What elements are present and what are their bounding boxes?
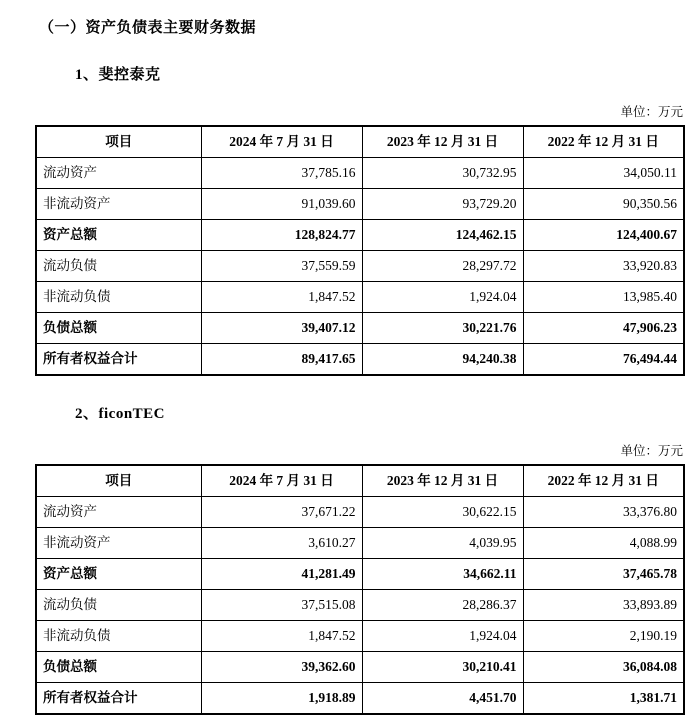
row-label: 资产总额 — [36, 220, 201, 251]
cell-value: 30,732.95 — [362, 158, 523, 189]
cell-value: 33,893.89 — [523, 590, 684, 621]
cell-value: 89,417.65 — [201, 344, 362, 376]
cell-value: 36,084.08 — [523, 652, 684, 683]
cell-value: 39,362.60 — [201, 652, 362, 683]
cell-value: 124,462.15 — [362, 220, 523, 251]
row-label: 流动资产 — [36, 158, 201, 189]
page-title: （一）资产负债表主要财务数据 — [39, 20, 257, 36]
row-label: 所有者权益合计 — [36, 683, 201, 715]
cell-value: 1,924.04 — [362, 621, 523, 652]
cell-value: 37,515.08 — [201, 590, 362, 621]
cell-value: 4,451.70 — [362, 683, 523, 715]
row-label: 所有者权益合计 — [36, 344, 201, 376]
row-label: 流动负债 — [36, 251, 201, 282]
column-header-item: 项目 — [36, 465, 201, 497]
table-row-total-liabilities — [36, 652, 684, 683]
row-label: 流动负债 — [36, 590, 201, 621]
table-row-total-equity — [36, 683, 684, 715]
column-header-2024: 2024 年 7 月 31 日 — [201, 126, 362, 158]
table-row — [36, 621, 684, 652]
unit-label: 单位：万元 — [620, 105, 683, 119]
cell-value: 37,559.59 — [201, 251, 362, 282]
column-header-2024: 2024 年 7 月 31 日 — [201, 465, 362, 497]
cell-value: 1,918.89 — [201, 683, 362, 715]
table-row — [36, 189, 684, 220]
row-label: 非流动负债 — [36, 282, 201, 313]
cell-value: 33,376.80 — [523, 497, 684, 528]
row-label: 非流动资产 — [36, 189, 201, 220]
cell-value: 37,671.22 — [201, 497, 362, 528]
table-row-total-equity — [36, 344, 684, 376]
table-row — [36, 590, 684, 621]
row-label: 负债总额 — [36, 313, 201, 344]
column-header-2023: 2023 年 12 月 31 日 — [362, 126, 523, 158]
cell-value: 13,985.40 — [523, 282, 684, 313]
row-label: 负债总额 — [36, 652, 201, 683]
cell-value: 124,400.67 — [523, 220, 684, 251]
cell-value: 30,622.15 — [362, 497, 523, 528]
cell-value: 37,785.16 — [201, 158, 362, 189]
cell-value: 1,847.52 — [201, 621, 362, 652]
cell-value: 1,381.71 — [523, 683, 684, 715]
row-label: 资产总额 — [36, 559, 201, 590]
table-row-total-assets — [36, 220, 684, 251]
cell-value: 4,088.99 — [523, 528, 684, 559]
cell-value: 94,240.38 — [362, 344, 523, 376]
cell-value: 93,729.20 — [362, 189, 523, 220]
table-row — [36, 251, 684, 282]
cell-value: 3,610.27 — [201, 528, 362, 559]
table-header-row — [36, 126, 684, 158]
section-heading-feikongtaike: 1、斐控泰克 — [75, 67, 161, 83]
cell-value: 41,281.49 — [201, 559, 362, 590]
table-row — [36, 528, 684, 559]
cell-value: 2,190.19 — [523, 621, 684, 652]
row-label: 非流动负债 — [36, 621, 201, 652]
cell-value: 1,847.52 — [201, 282, 362, 313]
cell-value: 34,050.11 — [523, 158, 684, 189]
column-header-item: 项目 — [36, 126, 201, 158]
column-header-2022: 2022 年 12 月 31 日 — [523, 465, 684, 497]
table-row-total-assets — [36, 559, 684, 590]
table-row — [36, 282, 684, 313]
cell-value: 76,494.44 — [523, 344, 684, 376]
cell-value: 28,286.37 — [362, 590, 523, 621]
cell-value: 33,920.83 — [523, 251, 684, 282]
cell-value: 90,350.56 — [523, 189, 684, 220]
cell-value: 1,924.04 — [362, 282, 523, 313]
cell-value: 91,039.60 — [201, 189, 362, 220]
section-feikongtaike — [35, 63, 685, 376]
unit-label: 单位：万元 — [620, 444, 683, 458]
column-header-2022: 2022 年 12 月 31 日 — [523, 126, 684, 158]
table-header-row — [36, 465, 684, 497]
column-header-2023: 2023 年 12 月 31 日 — [362, 465, 523, 497]
row-label: 非流动资产 — [36, 528, 201, 559]
table-row — [36, 497, 684, 528]
row-label: 流动资产 — [36, 497, 201, 528]
balance-sheet-table-feikongtaike — [35, 125, 685, 376]
cell-value: 37,465.78 — [523, 559, 684, 590]
cell-value: 47,906.23 — [523, 313, 684, 344]
cell-value: 30,210.41 — [362, 652, 523, 683]
section-heading-ficontec: 2、ficonTEC — [75, 406, 166, 422]
cell-value: 28,297.72 — [362, 251, 523, 282]
cell-value: 34,662.11 — [362, 559, 523, 590]
cell-value: 4,039.95 — [362, 528, 523, 559]
section-ficontec — [35, 402, 685, 715]
table-row-total-liabilities — [36, 313, 684, 344]
cell-value: 39,407.12 — [201, 313, 362, 344]
cell-value: 128,824.77 — [201, 220, 362, 251]
cell-value: 30,221.76 — [362, 313, 523, 344]
balance-sheet-table-ficontec — [35, 464, 685, 715]
table-row — [36, 158, 684, 189]
